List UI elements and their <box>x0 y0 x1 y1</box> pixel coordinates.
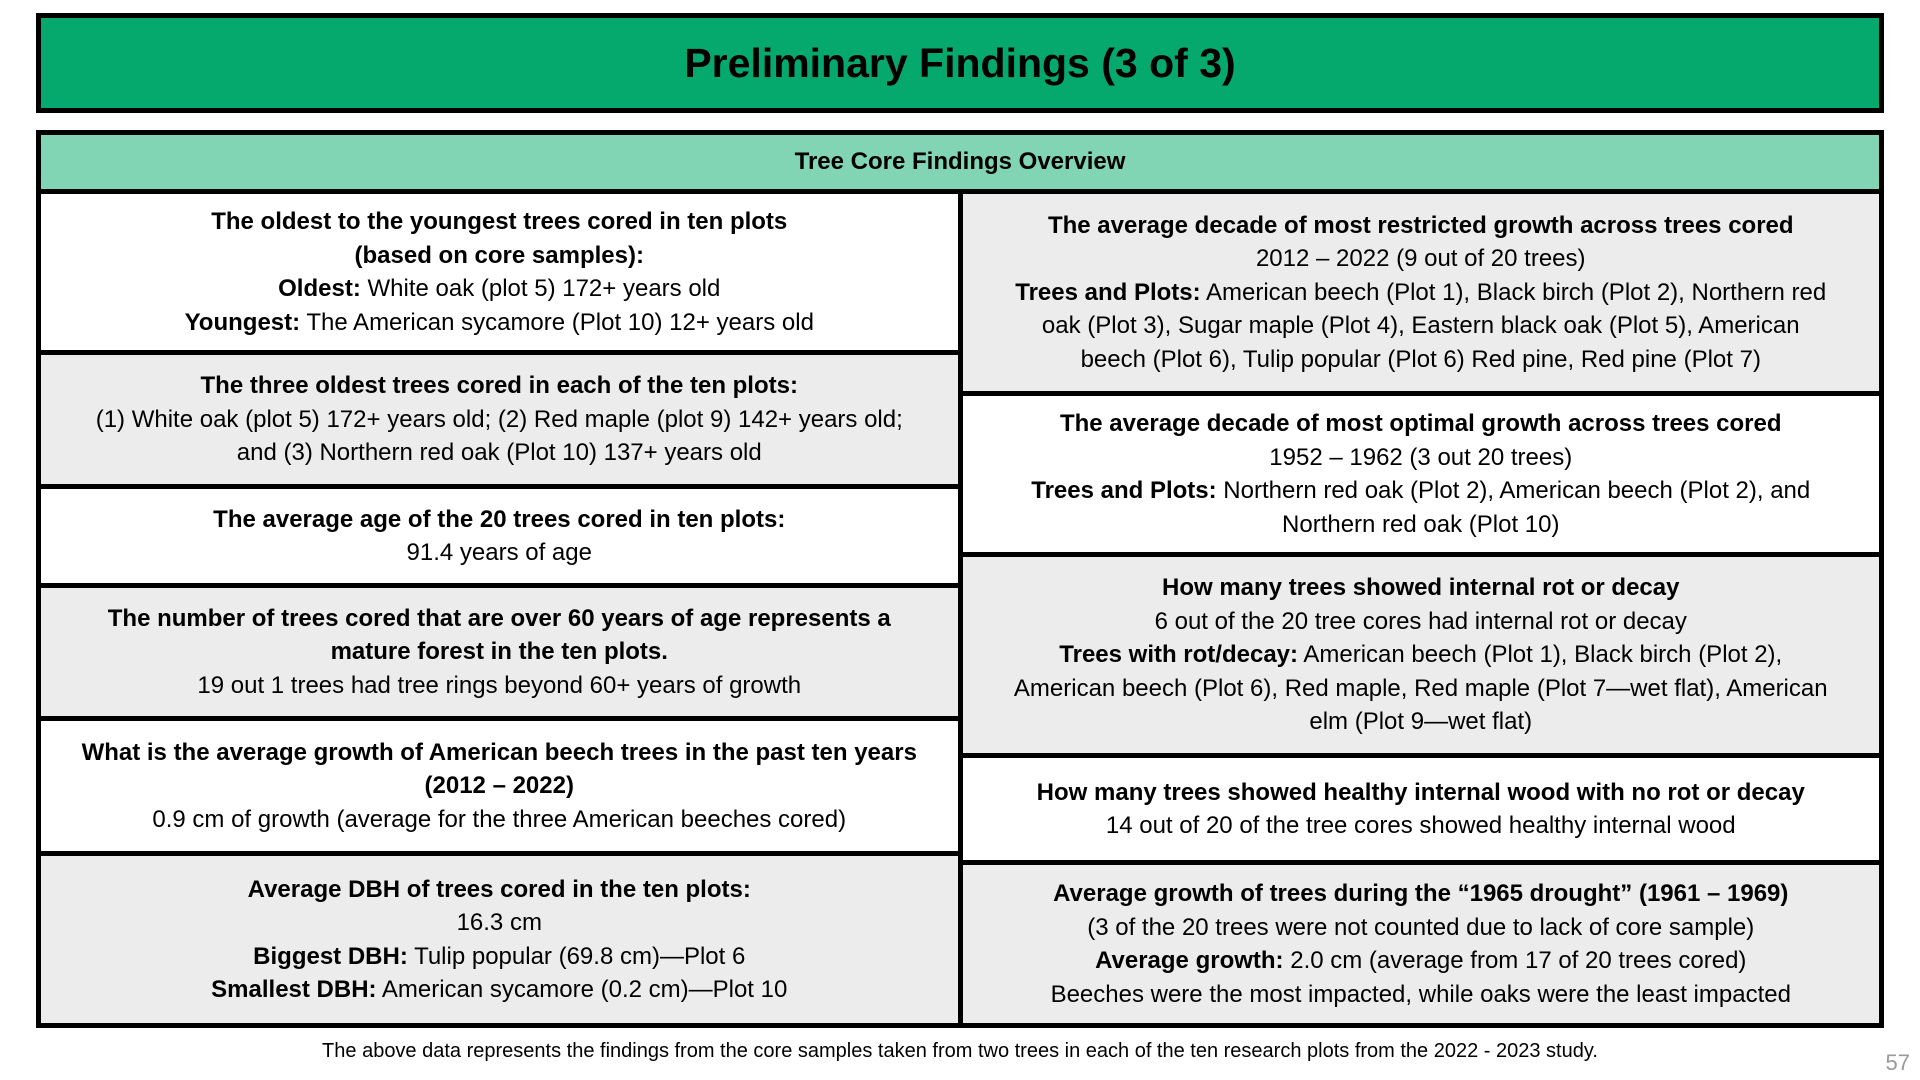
youngest-value: The American sycamore (Plot 10) 12+ years old <box>300 308 814 336</box>
cell-heading: The oldest to the youngest trees cored in ten plots <box>211 208 788 235</box>
plots-label: Trees and Plots: <box>1015 278 1201 306</box>
rot-trees-value: American beech (Plot 1), Black birch (Plot 2), <box>1298 641 1783 669</box>
cell-heading: What is the average growth of American beech trees in the past ten years <box>81 738 917 766</box>
cell-heading: The average decade of most optimal growth across trees cored <box>1059 410 1782 437</box>
cell-oldest-youngest <box>41 194 958 350</box>
cell-text: American beech (Plot 6), Red maple, Red maple (Plot 7—wet flat), American <box>1013 674 1828 702</box>
cell-text: elm (Plot 9—wet flat) <box>1309 708 1533 736</box>
smallest-dbh-line <box>211 973 787 1007</box>
cell-text: (3 of the 20 trees were not counted due to lack of core sample) <box>1087 913 1755 941</box>
cell-drought-growth <box>963 865 1880 1023</box>
youngest-label: Youngest: <box>184 308 301 336</box>
cell-heading: The average decade of most restricted growth across trees cored <box>1047 211 1794 239</box>
rot-trees-line <box>1059 638 1782 672</box>
footnote: The above data represents the findings from the core samples taken from two trees in each of the ten research plots from the 2022 - 2023 study. <box>322 1040 1598 1062</box>
biggest-dbh-line <box>253 940 745 974</box>
slide-title: Preliminary Findings (3 of 3) <box>684 39 1236 86</box>
smallest-dbh-value: American sycamore (0.2 cm)—Plot 10 <box>376 976 788 1003</box>
cell-internal-rot <box>963 557 1880 753</box>
rot-trees-label: Trees with rot/decay: <box>1059 641 1299 669</box>
cell-text: 6 out of the 20 tree cores had internal rot or decay <box>1154 607 1687 635</box>
cell-mature-forest <box>41 588 958 716</box>
right-column <box>963 194 1880 1023</box>
plots-value: Northern red oak (Plot 2), American beech (Plot 2), and <box>1216 477 1811 504</box>
oldest-value: White oak (plot 5) 172+ years old <box>360 275 721 302</box>
table-header-text: Tree Core Findings Overview <box>794 148 1126 175</box>
cell-heading: The three oldest trees cored in each of the ten plots: <box>200 372 798 400</box>
cell-optimal-growth <box>963 396 1880 552</box>
cell-heading: (2012 – 2022) <box>424 772 574 800</box>
cell-beech-growth <box>41 721 958 851</box>
cell-text: oak (Plot 3), Sugar maple (Plot 4), Eastern black oak (Plot 5), American <box>1041 312 1800 340</box>
plots-label: Trees and Plots: <box>1031 477 1217 504</box>
plots-value: American beech (Plot 1), Black birch (Plot 2), Northern red <box>1200 278 1827 306</box>
smallest-dbh-label: Smallest DBH: <box>211 976 377 1003</box>
cell-text: 0.9 cm of growth (average for the three American beeches cored) <box>152 805 847 833</box>
avg-growth-value: 2.0 cm (average from 17 of 20 trees cored) <box>1283 947 1747 974</box>
plots-line <box>1015 276 1826 310</box>
cell-text: 1952 – 1962 (3 out 20 trees) <box>1269 443 1573 471</box>
oldest-line <box>278 272 720 306</box>
cell-heading: How many trees showed healthy internal wood with no rot or decay <box>1036 778 1805 806</box>
oldest-label: Oldest: <box>278 275 361 302</box>
cell-dbh <box>41 856 958 1023</box>
cell-text: Beeches were the most impacted, while oaks were the least impacted <box>1050 980 1791 1008</box>
biggest-dbh-label: Biggest DBH: <box>253 942 408 970</box>
table-header <box>41 135 1879 189</box>
findings-table <box>36 130 1884 1028</box>
cell-text: 2012 – 2022 (9 out of 20 trees) <box>1255 245 1586 273</box>
cell-heading: The number of trees cored that are over 60 years of age represents a <box>107 604 891 632</box>
cell-text: beech (Plot 6), Tulip popular (Plot 6) Red pine, Red pine (Plot 7) <box>1080 345 1761 373</box>
cell-restricted-growth <box>963 194 1880 391</box>
cell-text: Northern red oak (Plot 10) <box>1282 510 1560 538</box>
plots-line <box>1031 474 1810 508</box>
cell-average-age <box>41 489 958 583</box>
youngest-line <box>185 306 814 340</box>
cell-text: (1) White oak (plot 5) 172+ years old; (2) Red maple (plot 9) 142+ years old; <box>95 405 903 433</box>
avg-growth-label: Average growth: <box>1095 947 1284 974</box>
cell-heading: How many trees showed internal rot or decay <box>1162 574 1680 602</box>
cell-healthy-wood <box>963 758 1880 860</box>
left-column <box>41 194 958 1023</box>
cell-text: 16.3 cm <box>456 909 542 936</box>
cell-heading: Average growth of trees during the “1965 drought” (1961 – 1969) <box>1053 880 1789 907</box>
avg-growth-line <box>1095 944 1746 978</box>
table-columns <box>41 194 1879 1023</box>
cell-text: and (3) Northern red oak (Plot 10) 137+ years old <box>236 439 762 467</box>
cell-heading: The average age of the 20 trees cored in ten plots: <box>213 505 786 533</box>
cell-text: 19 out 1 trees had tree rings beyond 60+ years of growth <box>197 671 802 699</box>
cell-text: 14 out of 20 of the tree cores showed healthy internal wood <box>1105 812 1736 839</box>
page-number: 57 <box>1885 1050 1910 1075</box>
cell-heading: Average DBH of trees cored in the ten plots: <box>247 875 751 903</box>
cell-text: 91.4 years of age <box>406 539 592 566</box>
cell-three-oldest <box>41 355 958 484</box>
biggest-dbh-value: Tulip popular (69.8 cm)—Plot 6 <box>407 942 746 970</box>
cell-heading: mature forest in the ten plots. <box>330 638 668 666</box>
slide-title-bar <box>36 13 1884 113</box>
cell-heading: (based on core samples): <box>354 241 644 269</box>
